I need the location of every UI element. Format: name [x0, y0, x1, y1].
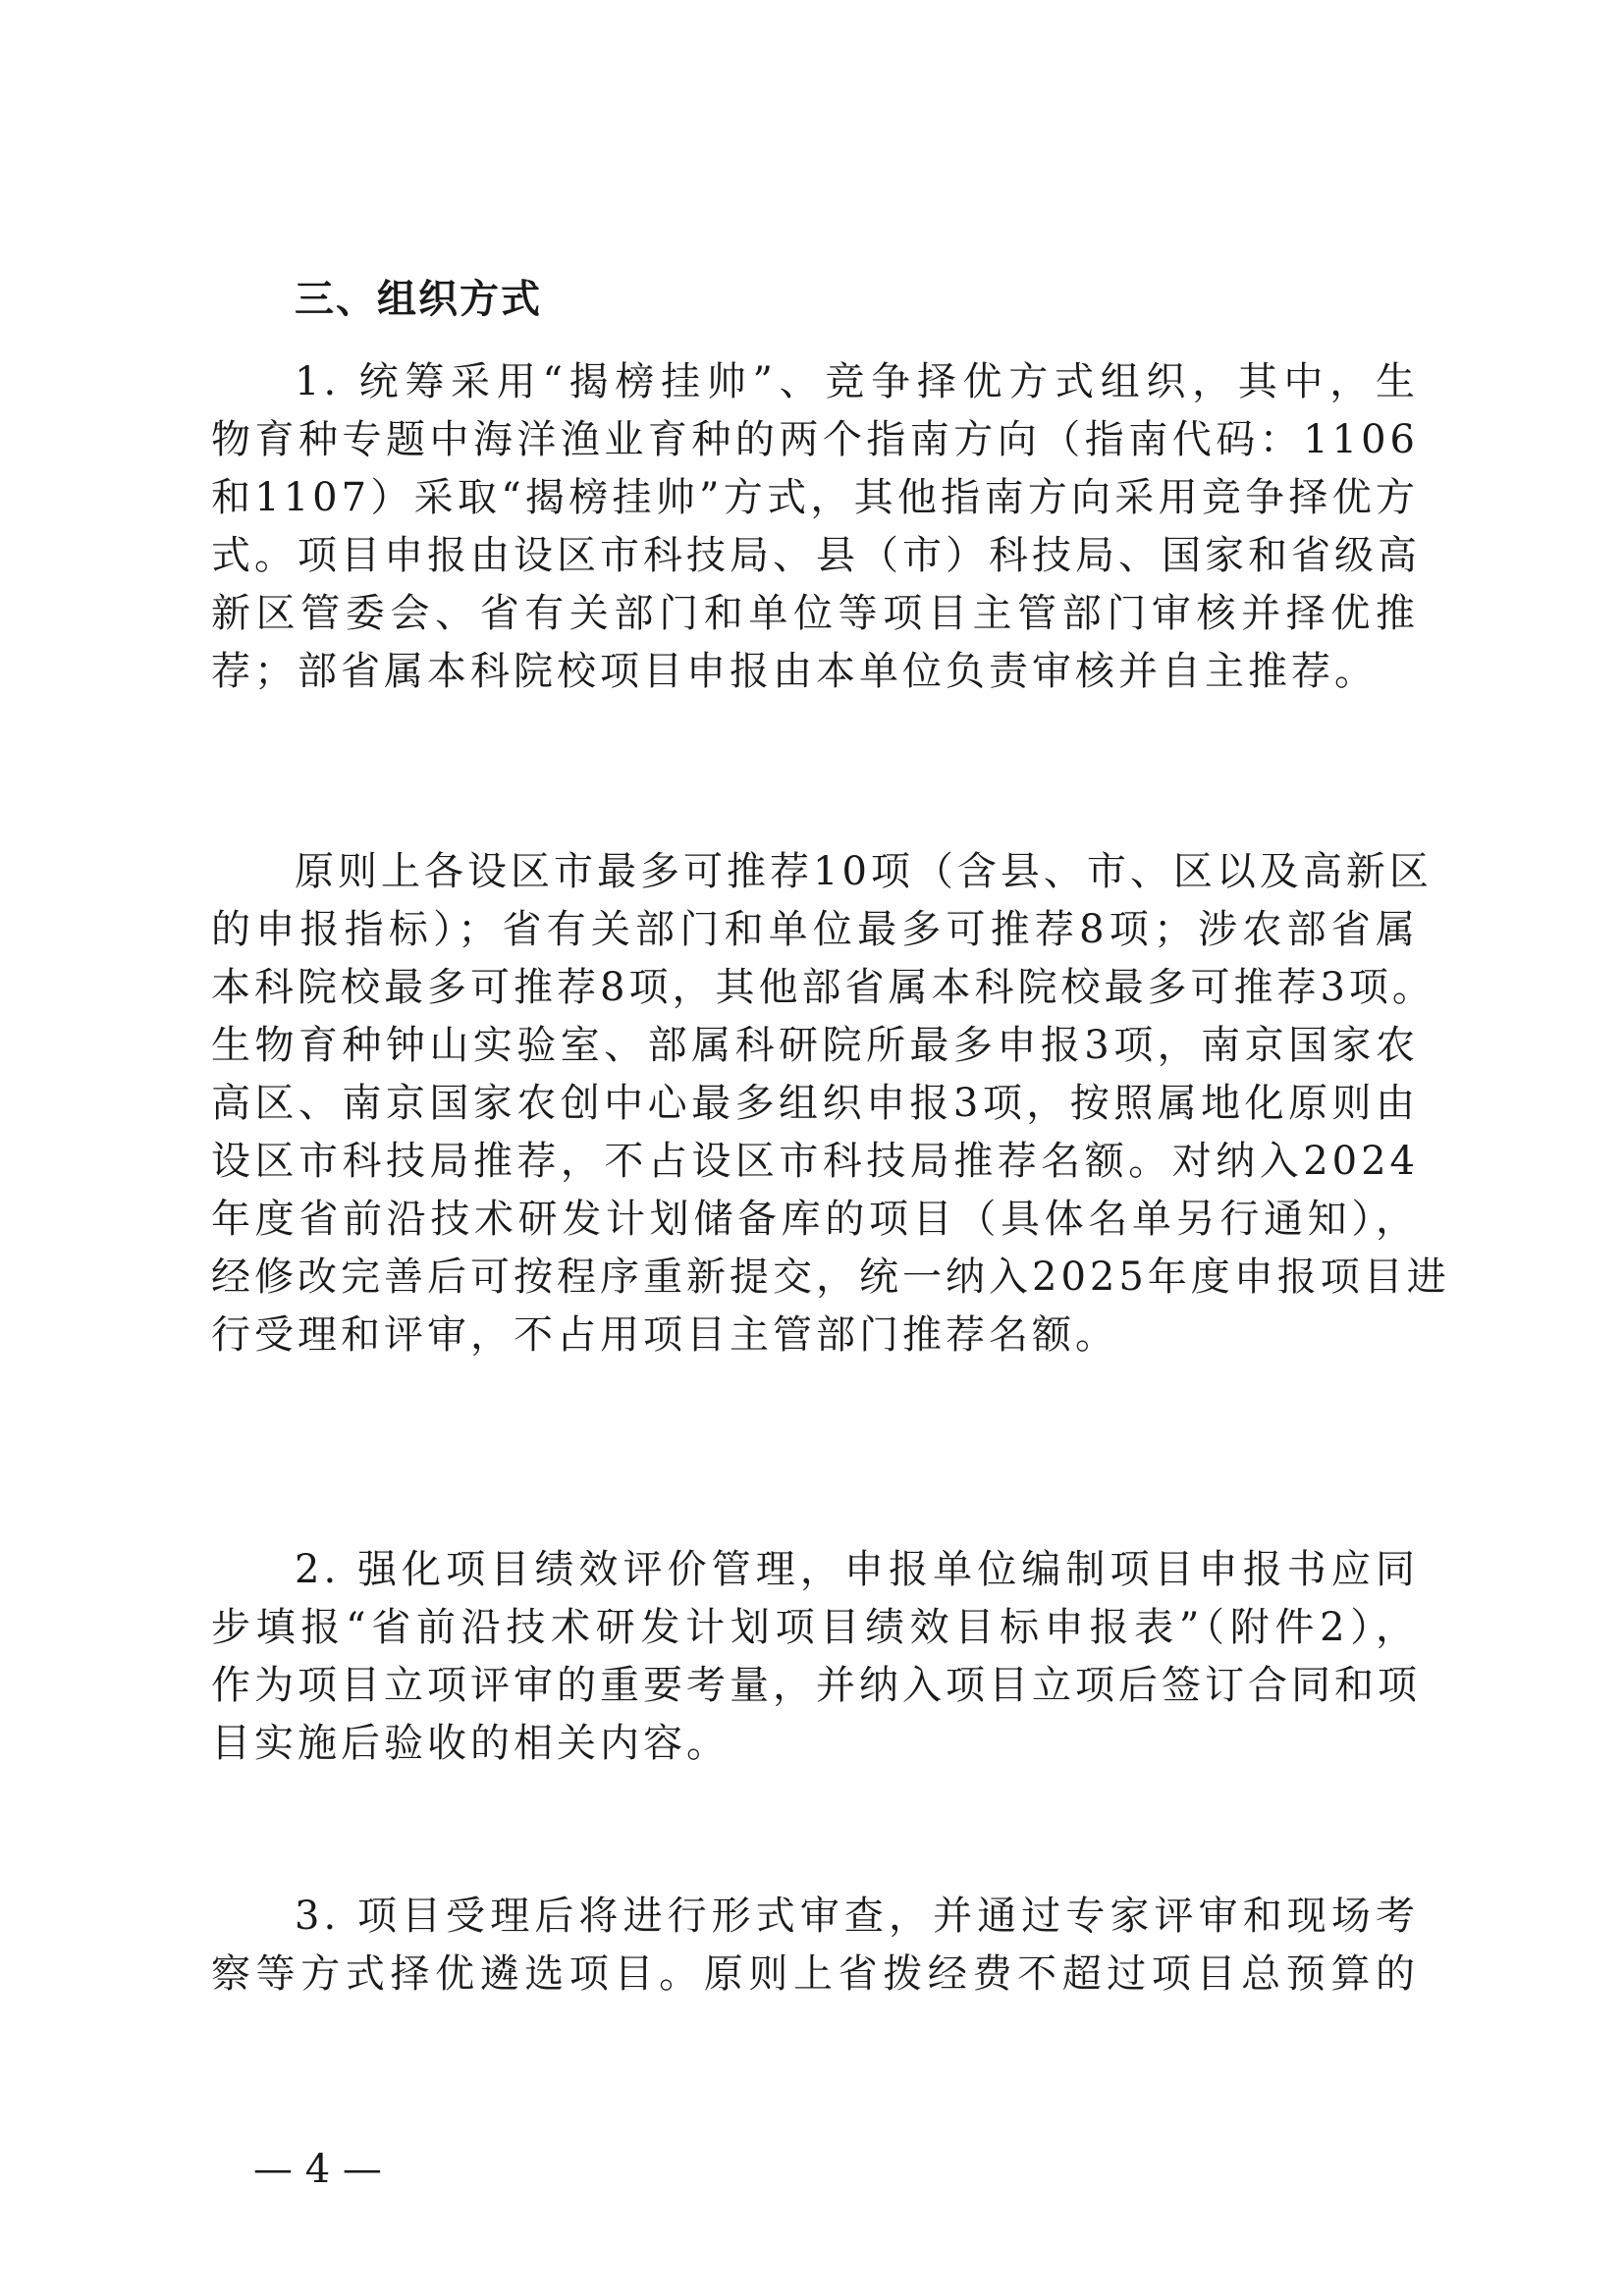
paragraph-line: 生物育种钟山实验室、部属科研院所最多申报3项，南京国家农: [211, 1023, 1419, 1068]
paragraph-line: 荐；部省属本科院校项目申报由本单位负责审核并自主推荐。: [211, 649, 1378, 694]
paragraph-line: 本科院校最多可推荐8项，其他部省属本科院校最多可推荐3项。: [211, 965, 1435, 1010]
paragraph-line: 行受理和评审，不占用项目主管部门推荐名额。: [211, 1312, 1118, 1358]
paragraph-line: 物育种专题中海洋渔业育种的两个指南方向（指南代码：1106: [211, 417, 1419, 462]
section-heading: 三、组织方式: [295, 277, 542, 322]
paragraph-line: 原则上各设区市最多可推荐10项（含县、市、区以及高新区: [295, 849, 1433, 894]
paragraph-line: 新区管委会、省有关部门和单位等项目主管部门审核并择优推: [211, 591, 1419, 636]
paragraph-line: 目实施后验收的相关内容。: [211, 1721, 730, 1766]
paragraph-3: [211, 1541, 1419, 1773]
paragraph-line: 的申报指标）；省有关部门和单位最多可推荐8项；涉农部省属: [211, 907, 1419, 952]
paragraph-line: 3. 项目受理后将进行形式审查，并通过专家评审和现场考: [295, 1894, 1419, 1939]
paragraph-4: [211, 1888, 1419, 2003]
paragraph-line: 步填报“省前沿技术研发计划项目绩效目标申报表”（附件2），: [211, 1605, 1419, 1650]
page-number: — 4 —: [253, 2147, 382, 2192]
paragraph-line: 经修改完善后可按程序重新提交，统一纳入2025年度申报项目进: [211, 1255, 1450, 1300]
paragraph-line: 作为项目立项评审的重要考量，并纳入项目立项后签订合同和项: [211, 1663, 1421, 1708]
paragraph-line: 2. 强化项目绩效评价管理，申报单位编制项目申报书应同: [295, 1547, 1419, 1592]
paragraph-line: 1. 统筹采用“揭榜挂帅”、竞争择优方式组织，其中，生: [295, 359, 1419, 404]
paragraph-line: 式。项目申报由设区市科技局、县（市）科技局、国家和省级高: [211, 533, 1421, 578]
paragraph-line: 年度省前沿技术研发计划储备库的项目（具体名单另行通知），: [211, 1197, 1419, 1242]
paragraph-line: 高区、南京国家农创中心最多组织申报3项，按照属地化原则由: [211, 1081, 1419, 1126]
paragraph-line: 和1107）采取“揭榜挂帅”方式，其他指南方向采用竞争择优方: [211, 475, 1419, 520]
paragraph-line: 设区市科技局推荐，不占设区市科技局推荐名额。对纳入2024: [211, 1139, 1419, 1184]
paragraph-2: [211, 843, 1450, 1364]
paragraph-line: 察等方式择优遴选项目。原则上省拨经费不超过项目总预算的: [211, 1951, 1419, 1997]
paragraph-1: [211, 353, 1419, 701]
